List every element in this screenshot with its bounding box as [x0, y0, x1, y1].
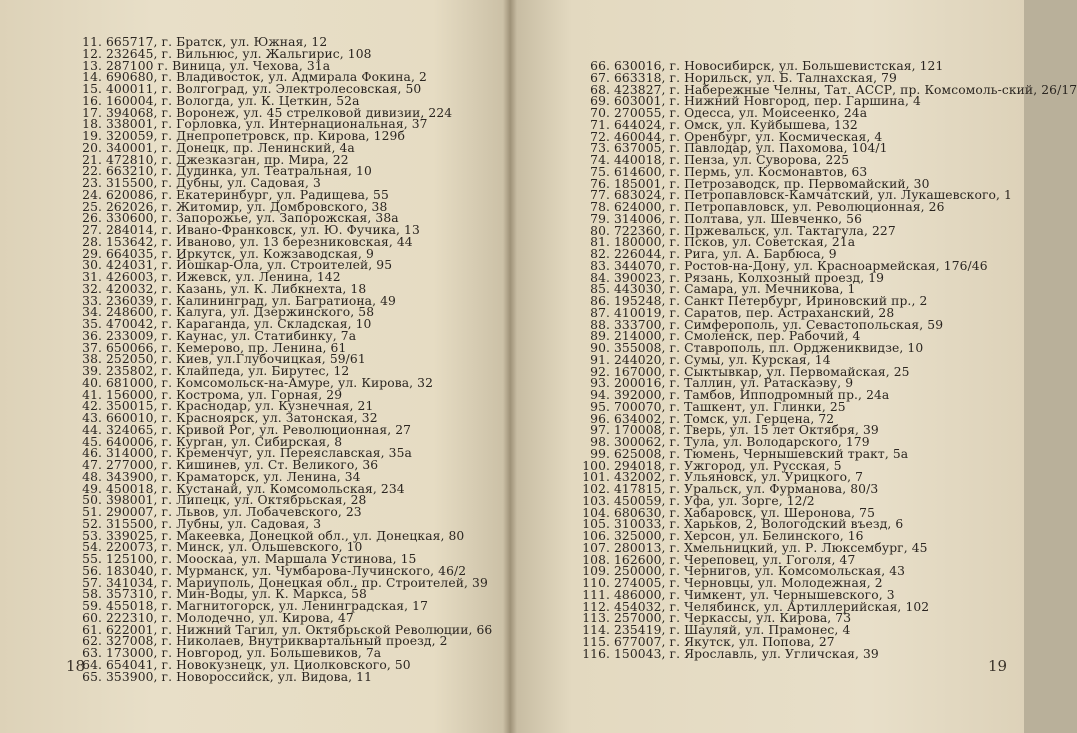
entry-number: 14. [82, 70, 102, 85]
entry-number: 78. [590, 200, 610, 214]
entry-number: 67. [590, 70, 610, 85]
entry-address: 338001, г. Горловка, ул. Интернациональная, 37 [106, 117, 428, 132]
entry-address: 640006, г. Курган, ул. Сибирская, 8 [106, 434, 343, 449]
entry-number: 54. [82, 540, 102, 555]
entry-address: 677007, г. Якутск, ул. Попова, 27 [614, 634, 835, 649]
entry-number: 18. [82, 117, 102, 132]
entry-number: 64. [82, 657, 102, 672]
entry-number: 65. [82, 669, 102, 684]
entry-address: 663318, г. Норильск, ул. Б. Талнахская, 79 [614, 70, 897, 85]
entry-address: 398001, г. Липецк, ул. Октябрьская, 28 [106, 493, 367, 508]
entry-number: 113. [582, 611, 610, 626]
entry-number: 23. [82, 176, 102, 190]
entry-number: 74. [590, 153, 610, 167]
entry-address: 233009, г. Каунас, ул. Статибинку, 7а [106, 328, 357, 343]
entry-address: 339025, г. Макеевка, Донецкой обл., ул. Донецкая, 80 [106, 528, 465, 543]
entry-address: 690680, г. Владивосток, ул. Адмирала Фокина, 2 [106, 70, 427, 85]
entry-address: 644024, г. Омск, ул. Куйбышева, 132 [614, 117, 858, 132]
entry-number: 112. [582, 599, 610, 614]
right-page [510, 0, 1077, 733]
entry-address: 183040, г. Мурманск, ул. Чумбарова-Лучинского, 46/2 [106, 563, 467, 578]
entry-number: 89. [590, 329, 610, 344]
entry-address: 294018, г. Ужгород, ул. Русская, 5 [614, 458, 842, 473]
entry-number: 93. [590, 376, 610, 391]
entry-number: 31. [82, 270, 102, 284]
entry-number: 33. [82, 293, 102, 308]
entry-address: 235802, г. Клайпеда, ул. Бирутес, 12 [106, 364, 350, 378]
entry-address: 162600, г. Череповец, ул. Гоголя, 47 [614, 552, 856, 567]
entry-address: 290007, г. Львов, ул. Лобачевского, 23 [106, 505, 362, 519]
entry-number: 106. [582, 529, 610, 543]
entry-number: 94. [590, 388, 610, 402]
entry-address: 472810, г. Джезказган, пр. Мира, 22 [106, 152, 349, 167]
entry-number: 47. [82, 458, 102, 472]
address-entry [70, 669, 510, 684]
entry-number: 96. [590, 411, 610, 426]
entry-address: 330600, г. Запорожье, ул. Запорожская, 38а [106, 211, 399, 226]
entry-number: 71. [590, 117, 610, 132]
entry-address: 424031, г. Йошкар-Ола, ул. Строителей, 95 [106, 258, 393, 273]
right-address-list [578, 59, 1077, 661]
entry-address: 417815, г. Уральск, ул. Фурманова, 80/3 [614, 482, 879, 496]
entry-address: 680630, г. Хабаровск, ул. Шеронова, 75 [614, 505, 875, 520]
entry-address: 620086, г. Екатеринбург, ул. Радищева, 55 [106, 187, 389, 202]
right-page-number: 19 [988, 657, 1008, 675]
entry-number: 29. [82, 246, 102, 261]
entry-number: 70. [590, 106, 610, 120]
entry-address: 170008, г. Тверь, ул. 15 лет Октября, 39 [614, 423, 879, 438]
entry-address: 310033, г. Харьков, 2, Вологодский въезд, 6 [614, 517, 904, 532]
entry-number: 97. [590, 423, 610, 438]
entry-address: 200016, г. Таллин, ул. Ратаскаэву, 9 [614, 376, 854, 391]
entry-number: 35. [82, 317, 102, 331]
entry-address: 390023, г. Рязань, Колхозный проезд, 19 [614, 270, 885, 285]
entry-number: 30. [82, 258, 102, 273]
entry-address: 327008, г. Николаев, Внутриквартальный проезд, 2 [106, 634, 448, 649]
entry-address: 355008, г. Ставрополь, пл. Орджениквидзе, 10 [614, 341, 924, 355]
entry-number: 21. [82, 152, 102, 167]
entry-number: 24. [82, 187, 102, 202]
entry-address: 637005, г. Павлодар, ул. Пахомова, 104/1 [614, 141, 888, 156]
entry-address: 681000, г. Комсомольск-на-Амуре, ул. Кирова, 32 [106, 375, 434, 390]
entry-number: 32. [82, 281, 102, 296]
entry-number: 115. [582, 634, 610, 649]
entry-number: 109. [582, 564, 610, 579]
entry-number: 82. [590, 247, 610, 261]
entry-number: 41. [82, 387, 102, 402]
entry-address: 185001, г. Петрозаводск, пр. Первомайский, 30 [614, 176, 930, 191]
entry-number: 17. [82, 105, 102, 120]
entry-address: 625008, г. Тюмень, Чернышевский тракт, 5а [614, 446, 909, 461]
entry-address: 226044, г. Рига, ул. А. Барбюса, 9 [614, 247, 837, 261]
entry-number: 108. [582, 552, 610, 567]
entry-address: 392000, г. Тамбов, Ипподромный пр., 24а [614, 388, 890, 402]
entry-number: 48. [82, 469, 102, 484]
entry-address: 486000, г. Чимкент, ул. Чернышевского, 3 [614, 587, 895, 602]
entry-number: 34. [82, 305, 102, 320]
entry-address: 248600, г. Калуга, ул. Дзержинского, 58 [106, 305, 375, 320]
entry-number: 13. [82, 58, 102, 73]
entry-number: 27. [82, 223, 102, 237]
entry-address: 470042, г. Караганда, ул. Складская, 10 [106, 317, 372, 331]
entry-number: 91. [590, 352, 610, 367]
entry-address: 277000, г. Кишинев, ул. Ст. Великого, 36 [106, 458, 379, 472]
entry-number: 68. [590, 82, 610, 97]
entry-address: 156000, г. Кострома, ул. Горная, 29 [106, 387, 343, 402]
entry-number: 99. [590, 446, 610, 461]
entry-address: 274005, г. Черновцы, ул. Молодежная, 2 [614, 576, 883, 590]
entry-number: 20. [82, 140, 102, 155]
entry-address: 394068, г. Воронеж, ул. 45 стрелковой дивизии, 224 [106, 105, 453, 120]
entry-number: 52. [82, 516, 102, 531]
entry-address: 340001, г. Донецк, пр. Ленинский, 4а [106, 140, 355, 155]
entry-address: 214000, г. Смоленск, пер. Рабочий, 4 [614, 329, 861, 344]
entry-number: 72. [590, 129, 610, 144]
entry-address: 160004, г. Вологда, ул. К. Цеткин, 52а [106, 93, 360, 108]
entry-address: 722360, г. Пржевальск, ул. Тактагула, 227 [614, 223, 896, 238]
entry-address: 353900, г. Новороссийск, ул. Видова, 11 [106, 669, 372, 684]
entry-number: 73. [590, 141, 610, 156]
entry-address: 232645, г. Вильнюс, ул. Жальгирис, 108 [106, 46, 372, 61]
entry-address: 663210, г. Дудинка, ул. Театральная, 10 [106, 164, 372, 179]
entry-address: 125100, г. Мооскаа, ул. Маршала Устинова, 15 [106, 552, 417, 566]
entry-address: 280013, г. Хмельницкий, ул. Р. Люксембург, 45 [614, 540, 928, 555]
entry-number: 101. [582, 470, 610, 485]
entry-number: 15. [82, 82, 102, 96]
entry-address: 333700, г. Симферополь, ул. Севастопольская, 59 [614, 317, 944, 332]
entry-address: 420032, г. Казань, ул. К. Либкнехта, 18 [106, 281, 367, 296]
entry-number: 36. [82, 328, 102, 343]
entry-address: 410019, г. Саратов, пер. Астраханский, 28 [614, 305, 895, 320]
entry-address: 195248, г. Санкт Петербург, Ириновский пр., 2 [614, 294, 928, 308]
entry-number: 90. [590, 341, 610, 355]
entry-address: 622001, г. Нижний Тагил, ул. Октябрьской Революции, 66 [106, 622, 493, 637]
entry-number: 66. [590, 59, 610, 73]
entry-address: 664035, г. Иркутск, ул. Кожзаводская, 9 [106, 246, 374, 261]
entry-number: 111. [582, 587, 610, 602]
entry-address: 603001, г. Нижний Новгород, пер. Гаршина, 4 [614, 94, 921, 109]
entry-number: 62. [82, 634, 102, 649]
entry-number: 86. [590, 294, 610, 308]
entry-number: 55. [82, 552, 102, 566]
entry-address: 235419, г. Шауляй, ул. Прамонес, 4 [614, 623, 851, 637]
book-gutter [503, 0, 517, 733]
entry-number: 77. [590, 188, 610, 203]
entry-address: 683024, г. Петропавловск-Камчатский, ул. Лукашевского, 1 [614, 188, 1012, 203]
entry-number: 44. [82, 422, 102, 437]
entry-number: 39. [82, 364, 102, 378]
entry-address: 614600, г. Пермь, ул. Космонавтов, 63 [614, 164, 868, 179]
entry-number: 75. [590, 164, 610, 179]
left-page-number: 18 [66, 657, 86, 675]
entry-address: 344070, г. Ростов-на-Дону, ул. Красноармейская, 176/46 [614, 258, 988, 273]
entry-number: 56. [82, 563, 102, 578]
entry-address: 443030, г. Самара, ул. Мечникова, 1 [614, 282, 856, 297]
entry-number: 61. [82, 622, 102, 637]
entry-number: 81. [590, 235, 610, 250]
entry-number: 107. [582, 540, 610, 555]
entry-number: 114. [582, 623, 610, 637]
entry-number: 53. [82, 528, 102, 543]
entry-number: 105. [582, 517, 610, 532]
entry-number: 11. [82, 35, 102, 49]
entry-address: 624000, г. Петропавловск, ул. Революционная, 26 [614, 200, 945, 214]
entry-address: 244020, г. Сумы, ул. Курская, 14 [614, 352, 831, 367]
entry-address: 350015, г. Краснодар, ул. Кузнечная, 21 [106, 399, 374, 414]
entry-number: 69. [590, 94, 610, 109]
entry-address: 180000, г. Псков, ул. Советская, 21а [614, 235, 856, 250]
entry-number: 43. [82, 411, 102, 425]
entry-number: 26. [82, 211, 102, 226]
entry-number: 116. [582, 646, 610, 661]
entry-number: 104. [582, 505, 610, 520]
entry-address: 153642, г. Иваново, ул. 13 березниковская, 44 [106, 234, 413, 249]
entry-number: 40. [82, 375, 102, 390]
entry-address: 320059, г. Днепропетровск, пр. Кирова, 129б [106, 129, 405, 143]
entry-address: 665717, г. Братск, ул. Южная, 12 [106, 35, 328, 49]
entry-address: 654041, г. Новокузнецк, ул. Циолковского, 50 [106, 657, 411, 672]
entry-number: 51. [82, 505, 102, 519]
entry-address: 400011, г. Волгоград, ул. Электролесовская, 50 [106, 82, 422, 96]
entry-address: 220073, г. Минск, ул. Ольшевского, 10 [106, 540, 363, 555]
entry-address: 343900, г. Краматорск, ул. Ленина, 34 [106, 469, 361, 484]
entry-number: 110. [582, 576, 610, 590]
entry-number: 46. [82, 446, 102, 461]
entry-address: 341034, г. Мариуполь, Донецкая обл., пр. Строителей, 39 [106, 575, 488, 590]
left-page [0, 0, 510, 733]
entry-number: 98. [590, 435, 610, 449]
entry-number: 80. [590, 223, 610, 238]
entry-address: 236039, г. Калининград, ул. Багратиона, 49 [106, 293, 396, 308]
entry-address: 314006, г. Полтава, ул. Шевченко, 56 [614, 211, 863, 226]
entry-number: 12. [82, 46, 102, 61]
entry-address: 257000, г. Черкассы, ул. Кирова, 73 [614, 611, 852, 626]
entry-address: 357310, г. Мин-Воды, ул. К. Маркса, 58 [106, 587, 367, 602]
entry-number: 37. [82, 340, 102, 355]
entry-number: 92. [590, 364, 610, 379]
entry-address: 167000, г. Сыктывкар, ул. Первомайская, 25 [614, 364, 910, 379]
entry-number: 76. [590, 176, 610, 191]
entry-address: 432002, г. Ульяновск, ул. Урицкого, 7 [614, 470, 864, 485]
left-address-list [70, 37, 510, 683]
entry-number: 49. [82, 481, 102, 496]
entry-address: 423827, г. Набережные Челны, Тат. АССР, пр. Комсомоль-ский, 26/17 [614, 82, 1077, 97]
entry-address: 325000, г. Херсон, ул. Белинского, 16 [614, 529, 864, 543]
entry-number: 88. [590, 317, 610, 332]
entry-number: 83. [590, 258, 610, 273]
entry-address: 650066, г. Кемерово, пр. Ленина, 61 [106, 340, 347, 355]
entry-address: 250000, г. Чернигов, ул. Комсомольская, 43 [614, 564, 906, 579]
entry-number: 95. [590, 399, 610, 414]
entry-address: 324065, г. Кривой Рог, ул. Революционная, 27 [106, 422, 412, 437]
entry-number: 28. [82, 234, 102, 249]
entry-address: 450059, г. Уфа, ул. Зорге, 12/2 [614, 493, 815, 508]
entry-address: 270055, г. Одесса, ул. Моисеенко, 24а [614, 106, 868, 120]
entry-address: 630016, г. Новосибирск, ул. Большевистская, 121 [614, 59, 944, 73]
entry-address: 262026, г. Житомир, ул. Домбровского, 38 [106, 199, 388, 214]
entry-address: 634002, г. Томск, ул. Герцена, 72 [614, 411, 835, 426]
entry-number: 45. [82, 434, 102, 449]
entry-number: 42. [82, 399, 102, 414]
entry-number: 84. [590, 270, 610, 285]
entry-number: 58. [82, 587, 102, 602]
entry-number: 63. [82, 646, 102, 660]
entry-address: 440018, г. Пенза, ул. Суворова, 225 [614, 153, 850, 167]
entry-address: 287100 г. Виница, ул. Чехова, 31а [106, 58, 331, 73]
entry-address: 454032, г. Челябинск, ул. Артиллерийская, 102 [614, 599, 930, 614]
entry-address: 300062, г. Тула, ул. Володарского, 179 [614, 435, 870, 449]
entry-address: 315500, г. Лубны, ул. Садовая, 3 [106, 516, 322, 531]
entry-number: 102. [582, 482, 610, 496]
entry-number: 85. [590, 282, 610, 297]
entry-address: 426003, г. Ижевск, ул. Ленина, 142 [106, 270, 341, 284]
entry-number: 60. [82, 610, 102, 625]
entry-number: 59. [82, 599, 102, 613]
entry-number: 19. [82, 129, 102, 143]
entry-address: 660010, г. Красноярск, ул. Затонская, 32 [106, 411, 378, 425]
entry-number: 100. [582, 458, 610, 473]
entry-number: 87. [590, 305, 610, 320]
entry-address: 460044, г. Оренбург, ул. Космическая, 4 [614, 129, 883, 144]
entry-address: 450018, г. Кустанай, ул. Комсомольская, 234 [106, 481, 405, 496]
entry-address: 700070, г. Ташкент, ул. Глинки, 25 [614, 399, 846, 414]
entry-number: 57. [82, 575, 102, 590]
entry-address: 150043, г. Ярославль, ул. Угличская, 39 [614, 646, 879, 661]
entry-number: 103. [582, 493, 610, 508]
entry-number: 25. [82, 199, 102, 214]
entry-number: 79. [590, 211, 610, 226]
entry-address: 284014, г. Ивано-Франковск, ул. Ю. Фучика, 13 [106, 223, 420, 237]
entry-address: 455018, г. Магнитогорск, ул. Ленинградская, 17 [106, 599, 429, 613]
entry-address: 315500, г. Дубны, ул. Садовая, 3 [106, 176, 321, 190]
entry-address: 314000, г. Кременчуг, ул. Переяславская, 35а [106, 446, 412, 461]
entry-number: 22. [82, 164, 102, 179]
entry-address: 222310, г. Молодечно, ул. Кирова, 47 [106, 610, 354, 625]
entry-address: 173000, г. Новгород, ул. Большевиков, 7а [106, 646, 382, 660]
entry-number: 38. [82, 352, 102, 367]
entry-number: 16. [82, 93, 102, 108]
entry-number: 50. [82, 493, 102, 508]
address-entry [578, 646, 1018, 661]
entry-address: 252050, г. Киев, ул.Глубочицкая, 59/61 [106, 352, 366, 367]
